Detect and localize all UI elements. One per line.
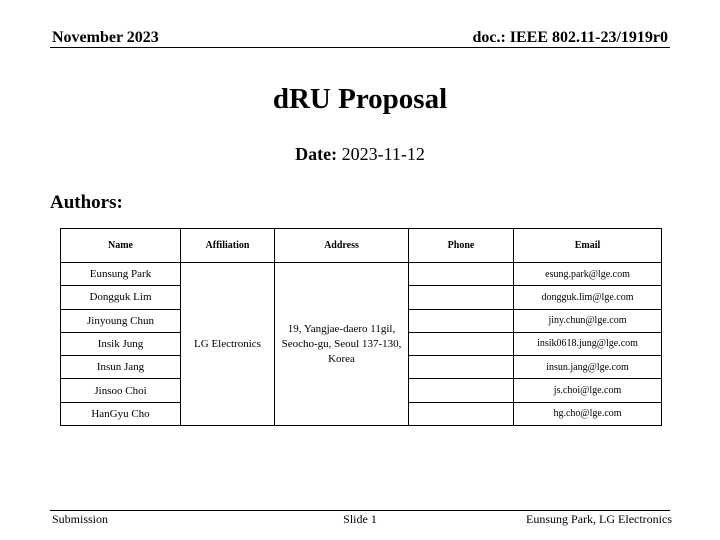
author-email: hg.cho@lge.com [514,402,662,425]
authors-table [60,228,662,426]
author-name: Insun Jang [61,356,181,379]
date-value: 2023-11-12 [341,144,425,164]
author-email: dongguk.lim@lge.com [514,286,662,309]
author-email: insik0618.jung@lge.com [514,332,662,355]
date-label: Date: [295,144,338,164]
author-name: Insik Jung [61,332,181,355]
author-phone [409,309,514,332]
date-line [0,144,720,165]
author-email: esung.park@lge.com [514,263,662,286]
author-phone [409,286,514,309]
footer-right: Eunsung Park, LG Electronics [526,512,672,526]
header-date: November 2023 [52,29,159,46]
author-name: Eunsung Park [61,263,181,286]
column-header-name: Name [61,229,181,263]
header-doc-id: doc.: IEEE 802.11-23/1919r0 [472,29,668,46]
author-phone [409,402,514,425]
footer-divider [50,510,670,511]
column-header-address: Address [275,229,409,263]
author-phone [409,356,514,379]
footer-slide-number: Slide 1 [343,512,377,526]
author-affiliation: LG Electronics [181,263,275,426]
footer-left: Submission [52,512,109,526]
table-header-row [61,229,662,263]
header-divider [50,47,670,48]
author-phone [409,332,514,355]
authors-heading: Authors: [50,192,123,213]
column-header-email: Email [514,229,662,263]
author-email: insun.jang@lge.com [514,356,662,379]
author-phone [409,379,514,402]
author-name: Dongguk Lim [61,286,181,309]
page-title: dRU Proposal [272,83,448,115]
author-name: HanGyu Cho [61,402,181,425]
author-phone [409,263,514,286]
table-row [61,263,662,286]
column-header-phone: Phone [409,229,514,263]
author-email: jiny.chun@lge.com [514,309,662,332]
author-name: Jinsoo Choi [61,379,181,402]
author-address: 19, Yangjae-daero 11gil, Seocho-gu, Seoul 137-130, Korea [275,263,409,426]
column-header-affiliation: Affiliation [181,229,275,263]
author-email: js.choi@lge.com [514,379,662,402]
author-name: Jinyoung Chun [61,309,181,332]
